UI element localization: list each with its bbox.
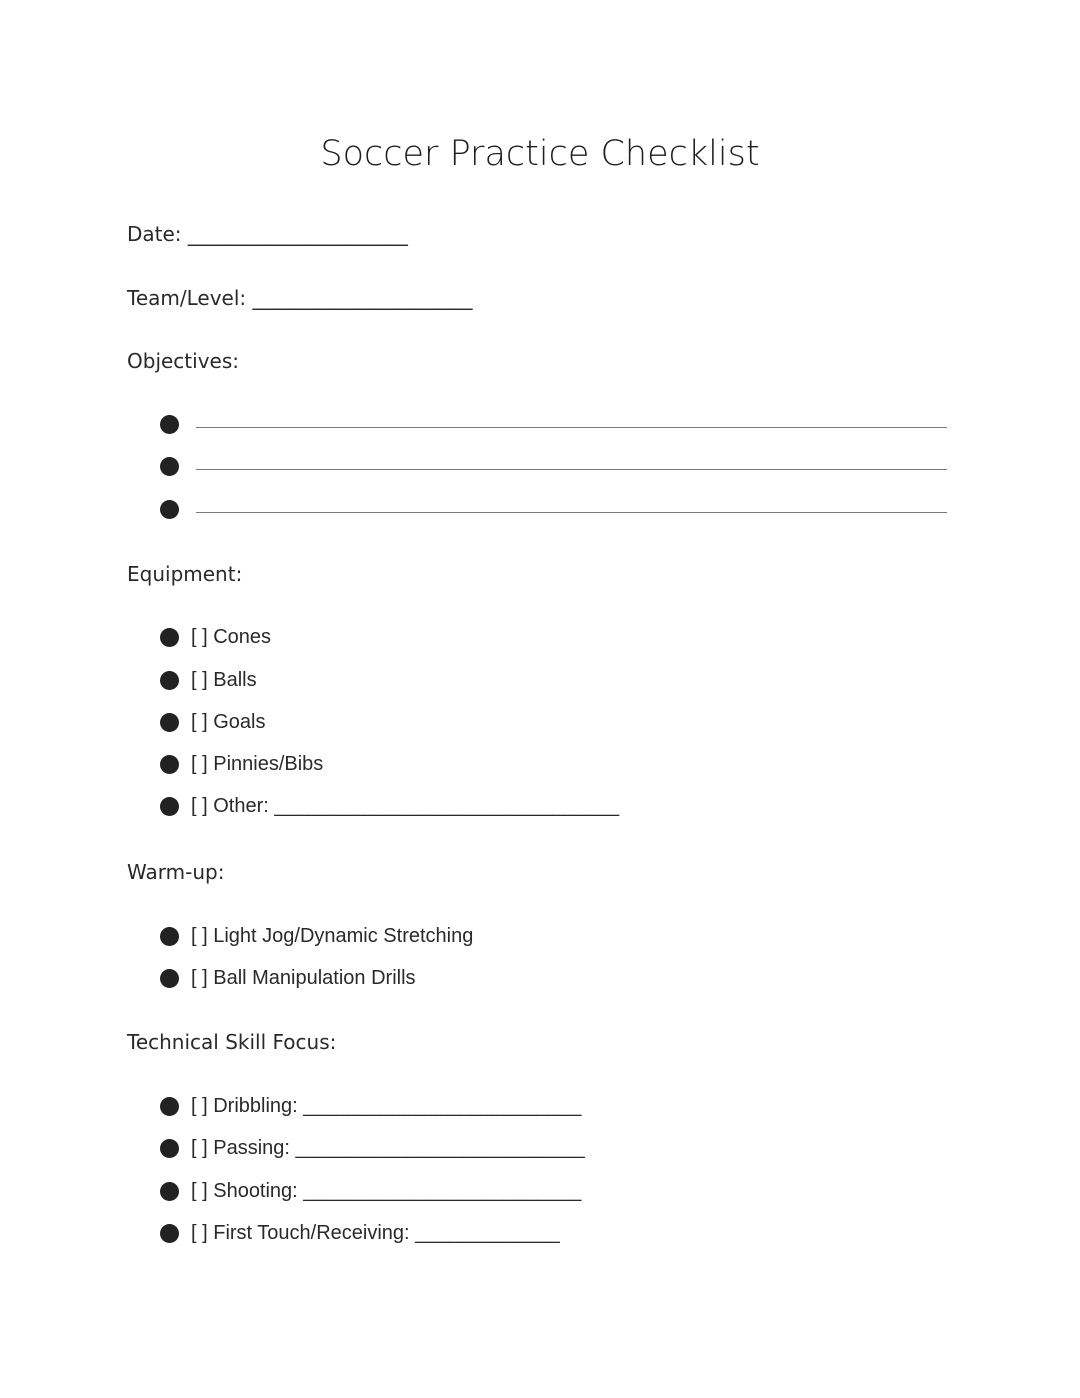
bullet-icon <box>160 1097 179 1116</box>
bullet-icon <box>160 1139 179 1158</box>
technical-heading: Technical Skill Focus: <box>127 1030 337 1054</box>
team-level-field: Team/Level: ______________________ <box>127 286 473 310</box>
equipment-item-label: [ ] Goals <box>191 711 266 733</box>
objective-line <box>160 452 947 480</box>
bullet-icon <box>160 1224 179 1243</box>
bullet-icon <box>160 671 179 690</box>
objective-line <box>160 410 947 438</box>
bullet-icon <box>160 927 179 946</box>
page-title: Soccer Practice Checklist <box>320 134 760 174</box>
technical-item-label: [ ] Passing: __________________________ <box>191 1137 585 1159</box>
technical-item-label: [ ] Shooting: _________________________ <box>191 1180 582 1202</box>
technical-item-label: [ ] First Touch/Receiving: _____________ <box>191 1222 560 1244</box>
bullet-icon <box>160 500 179 519</box>
equipment-item <box>160 623 271 651</box>
bullet-icon <box>160 755 179 774</box>
objective-line <box>160 495 947 523</box>
technical-item <box>160 1219 560 1247</box>
technical-item <box>160 1134 585 1162</box>
bullet-icon <box>160 457 179 476</box>
bullet-icon <box>160 628 179 647</box>
objective-blank-line <box>196 469 947 470</box>
equipment-item <box>160 666 257 694</box>
technical-item <box>160 1092 581 1120</box>
equipment-item <box>160 708 265 736</box>
equipment-item-label: [ ] Pinnies/Bibs <box>191 753 324 775</box>
objectives-heading: Objectives: <box>127 349 239 373</box>
warmup-item-label: [ ] Light Jog/Dynamic Stretching <box>191 925 474 947</box>
bullet-icon <box>160 713 179 732</box>
equipment-heading: Equipment: <box>127 562 243 586</box>
equipment-item-label: [ ] Balls <box>191 669 257 691</box>
bullet-icon <box>160 415 179 434</box>
warmup-item-label: [ ] Ball Manipulation Drills <box>191 967 416 989</box>
objective-blank-line <box>196 427 947 428</box>
date-field: Date: ______________________ <box>127 222 408 246</box>
warmup-heading: Warm-up: <box>127 860 225 884</box>
warmup-item <box>160 964 416 992</box>
equipment-item-label: [ ] Cones <box>191 626 272 648</box>
bullet-icon <box>160 797 179 816</box>
equipment-item <box>160 750 323 778</box>
bullet-icon <box>160 1182 179 1201</box>
technical-item-label: [ ] Dribbling: _________________________ <box>191 1095 582 1117</box>
warmup-item <box>160 922 473 950</box>
objective-blank-line <box>196 512 947 513</box>
bullet-icon <box>160 969 179 988</box>
technical-item <box>160 1177 581 1205</box>
equipment-item-label: [ ] Other: _______________________________ <box>191 795 620 817</box>
equipment-item <box>160 792 619 820</box>
